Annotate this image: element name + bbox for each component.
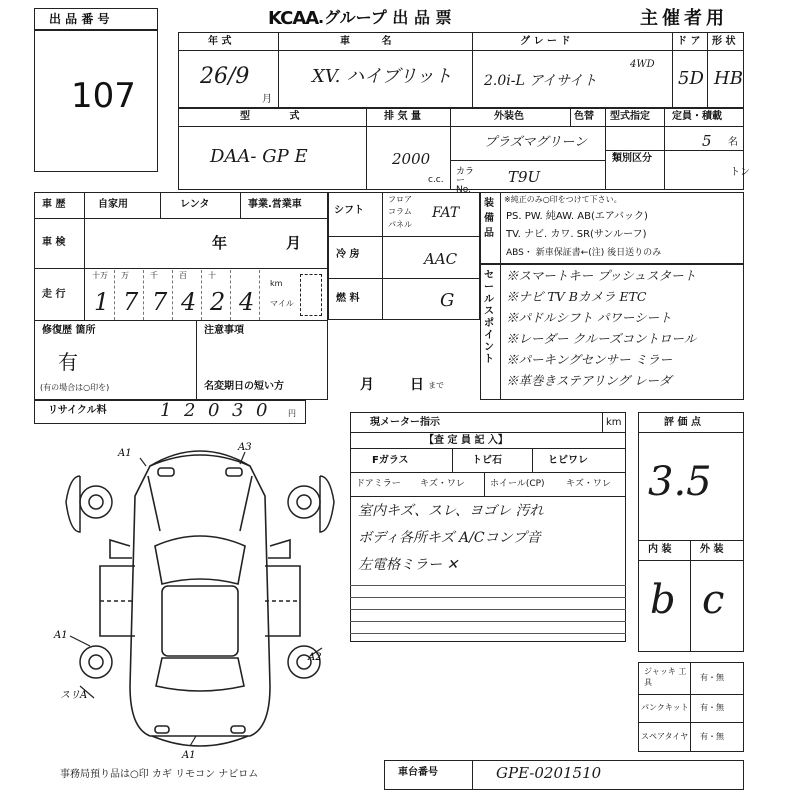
diagram-mark-2: A1 [54,630,68,641]
mirror-opts: キズ・ワレ [420,479,465,489]
diagram-mark-0: A1 [118,448,132,459]
diagram-mark-3: A2 [308,652,322,663]
interior-label: 内 装 [648,544,672,555]
lot-number-value: 107 [71,76,136,116]
chassis-value: GPE-0201510 [496,764,602,782]
shaken-label: 車 検 [42,237,66,248]
recycle-digit: 2 [184,400,196,421]
km-unit: km [270,279,283,288]
puncture-yn: 有・無 [700,703,724,712]
glass-opt-1: ヒビワレ [548,455,588,466]
spare-yn: 有・無 [700,732,724,741]
equipment-line3: ABS・ 新車保証書←(注) 後日送りのみ [506,248,662,258]
mileage-digit: 4 [239,288,255,316]
lot-number-box [34,8,158,172]
sales-point-line: ※ナビ TV Bカメラ ETC [506,289,647,304]
color-value: プラズマグリーン [484,135,588,150]
capacity-value: 5 [702,132,712,150]
displacement-label: 排 気 量 [384,111,421,122]
office-note: 事務局預り品は○印 カギ リモコン ナビロム [60,769,259,780]
repair-value: 有 [58,350,78,374]
mileage-digit-label: 十万 [92,271,108,280]
sales-point-line: ※スマートキー プッシュスタート [506,268,697,283]
sales-point-line: ※革巻きステアリング レーダ [506,373,672,388]
fuel-label: 燃 料 [336,293,360,304]
repair-label: 修復歴 箇所 [42,325,96,336]
mileage-digit-label: 十 [208,271,216,280]
score-value: 3.5 [648,459,712,505]
chassis-label: 車台番号 [398,767,438,778]
glass-label: Fガラス [372,455,409,466]
mirror-label: ドアミラー [356,479,401,489]
recycle-digit: 0 [208,400,220,421]
body-value: HB [714,68,743,89]
color-no-value: T9U [508,168,541,186]
name-change-label: 名変期日の短い方 [204,381,284,392]
lot-number-label: 出 品 番 号 [49,12,110,26]
equipment-line2: TV. ナビ. カワ. SR(サンルーフ) [506,229,647,240]
recycle-unit: 円 [288,409,296,418]
diagram-mark-1: A3 [238,442,252,453]
meter-km: km [606,417,622,428]
door-label: ド ア [677,36,701,47]
color-label: 外装色 [494,111,524,122]
equipment-note: ※純正のみ○印をつけて下さい。 [504,195,622,204]
capacity-label: 定員・積載 [672,111,722,122]
shaken-year: 年 [212,234,228,252]
mileage-cell [144,270,173,320]
name-change-day: 日 [410,377,424,393]
mileage-digit: 7 [123,288,139,316]
mileage-digit: 1 [94,288,110,316]
recycle-digit: 1 [160,400,172,421]
model-value: XV. ハイブリット [312,66,453,87]
mileage-digit: 7 [152,288,168,316]
fuel-value: G [440,290,455,311]
class-label: 類別区分 [612,153,652,164]
recycle-digit: 0 [256,400,268,421]
body-label: 形 状 [712,36,736,47]
exterior-label: 外 装 [700,544,724,555]
type-designation-label: 型式指定 [610,111,650,122]
sales-point-line: ※パーキングセンサー ミラー [506,352,673,367]
meter-frame [350,412,626,642]
history-business: 事業.営業車 [248,199,302,210]
color-no-label: カラー No. [456,167,475,195]
mileage-digit-label: 千 [150,271,158,280]
ac-value: AAC [424,250,458,268]
shift-opt-2: パネル [388,220,412,229]
shift-opt-1: コラム [388,207,412,216]
organizer-label: 主催者用 [640,8,728,29]
type-label: 型 式 [240,111,318,122]
cc-unit: c.c. [428,175,444,185]
mileage-cell [115,270,144,320]
month-unit: 月 [262,94,272,105]
displacement-value: 2000 [392,150,431,168]
year-label: 年 式 [208,36,232,47]
mile-unit: マイル [270,299,294,308]
jack-yn: 有・無 [700,673,724,682]
inspector-note-line: ボディ各所キズ A/Cコンプ音 [358,530,541,546]
year-value: 26/9 [200,64,250,89]
shift-label: シフト [334,205,364,216]
mileage-digit-label: 万 [121,271,129,280]
inspector-note-line: 室内キズ、スレ、ヨゴレ 汚れ [358,503,544,519]
ac-label: 冷 房 [336,249,360,260]
note-ruling [350,609,626,610]
meter-label: 現メーター指示 [370,417,440,428]
type-value: DAA- GP E [210,146,308,167]
name-change-month: 月 [360,377,374,393]
interior-value: b [650,577,676,623]
inspector-note-line: 左電格ミラー ✕ [358,557,459,573]
mileage-digit: 4 [181,288,197,316]
shift-value: FAT [432,205,460,221]
mileage-cell [202,270,231,320]
door-value: 5D [678,68,704,89]
equipment-line1: PS. PW. 純AW. AB(エアバック) [506,211,648,222]
inspector-label: 【査 定 員 記 入】 [424,435,508,446]
note-ruling [350,633,626,634]
shaken-month: 月 [286,234,302,252]
history-own: 自家用 [98,199,128,210]
score-label: 評 価 点 [664,417,701,428]
form-title: .グループ 出 品 票 [318,8,452,27]
mileage-digit: 2 [210,288,226,316]
diagram-mark-5: A1 [182,750,196,761]
recycle-digit: 3 [232,400,244,421]
capacity-unit: 名 [728,137,738,148]
glass-opt-0: トビ石 [472,455,502,466]
logo: KCAA [268,8,319,29]
car-damage-diagram [54,436,340,766]
puncture-label: パンクキット [641,703,689,712]
equipment-label: 装 備 品 [484,198,494,239]
shift-opt-0: フロア [388,195,412,204]
grade-label: グ レ ー ド [520,36,571,47]
recycle-label: リサイクル料 [48,405,107,416]
sales-point-line: ※パドルシフト パワーシート [506,310,672,325]
exterior-value: c [702,577,725,623]
diagram-mark-4: スリA [60,690,88,701]
mileage-cell [231,270,260,320]
grade-drive: 4WD [630,59,655,70]
sales-label: セールスポイント [484,270,494,365]
mileage-cell [86,270,115,320]
note-ruling [350,585,626,586]
mileage-label: 走 行 [42,289,66,300]
notes-label: 注意事項 [204,325,244,336]
grade-value: 2.0i-L アイサイト [484,73,597,89]
jack-label: ジャッキ 工 具 [644,667,687,688]
load-unit: トン [730,167,750,178]
name-change-suffix: まで [428,381,444,390]
sales-point-line: ※レーダー クルーズコントロール [506,331,697,346]
history-rental: レンタ [180,199,210,210]
mileage-cell [173,270,202,320]
repair-note: (有の場合は○印を) [40,383,110,392]
note-ruling [350,621,626,622]
history-label: 車 歴 [42,199,66,210]
wheel-opts: キズ・ワレ [566,479,611,489]
model-label: 車 名 [340,36,406,47]
note-ruling [350,597,626,598]
mileage-digit-label: 百 [179,271,187,280]
color-change-label: 色替 [574,111,594,122]
spare-label: スペアタイヤ [641,732,689,741]
wheel-label: ホイール(CP) [490,479,545,489]
